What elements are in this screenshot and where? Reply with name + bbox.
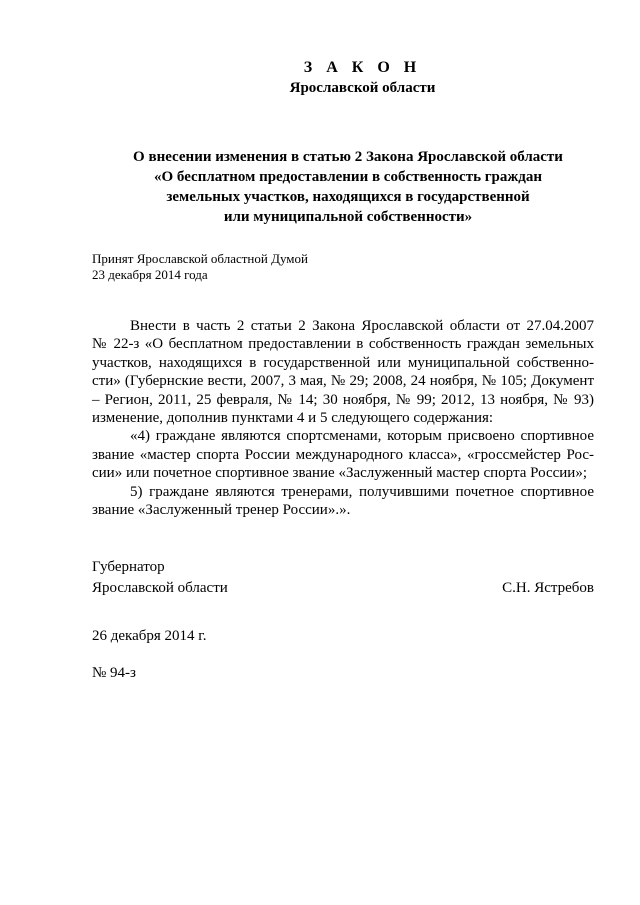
adoption-body: Принят Ярославской областной Думой	[92, 251, 308, 266]
body-line: – Регион, 2011, 25 февраля, № 14; 30 ноября, № 99; 2012, 13 ноября, № 93)	[92, 391, 594, 408]
signatory-region: Ярославской области	[92, 580, 228, 596]
title-line: земельных участков, находящихся в государственной	[166, 189, 530, 205]
document-header	[0, 58, 640, 98]
body-line: № 22-з «О бесплатном предоставлении в собственность граждан земельных	[92, 336, 594, 353]
signatory-name: С.Н. Ястребов	[502, 580, 594, 596]
law-title	[88, 147, 608, 227]
law-body	[92, 317, 594, 519]
law-heading: З А К О Н	[303, 59, 422, 76]
signatory-row	[92, 578, 594, 599]
body-line: сти» (Губернские вести, 2007, 3 мая, № 29; 2008, 24 ноября, № 105; Документ	[92, 373, 594, 390]
adoption-note	[92, 251, 308, 283]
signatory-title: Губернатор	[92, 559, 165, 575]
adoption-date: 23 декабря 2014 года	[92, 267, 208, 282]
body-line: звание «мастер спорта России международного класса», «гроссмейстер Рос-	[92, 446, 594, 463]
law-number: № 94-з	[92, 665, 136, 681]
title-line: или муниципальной собственности»	[223, 209, 473, 225]
title-line: О внесении изменения в статью 2 Закона Ярославской области	[133, 149, 563, 165]
region-heading: Ярославской области	[289, 80, 436, 96]
body-line: звание «Заслуженный тренер России».».	[92, 502, 351, 519]
body-line: «4) граждане являются спортсменами, которым присвоено спортивное	[130, 428, 594, 445]
body-paragraph-1	[92, 317, 594, 427]
signing-date: 26 декабря 2014 г.	[92, 628, 207, 644]
body-line: сии» или почетное спортивное звание «Заслуженный мастер спорта России»;	[92, 465, 587, 482]
body-line: Внести в часть 2 статьи 2 Закона Ярославской области от 27.04.2007	[130, 318, 594, 334]
body-line: изменение, дополнив пунктами 4 и 5 следующего содержания:	[92, 410, 494, 427]
body-line: участков, находящихся в государственной или муниципальной собственно-	[92, 354, 594, 371]
title-line: «О бесплатном предоставлении в собственность граждан	[153, 169, 543, 185]
body-paragraph-2	[92, 427, 594, 482]
body-line: 5) граждане являются тренерами, получившими почетное спортивное	[130, 483, 594, 500]
body-paragraph-3	[92, 483, 594, 520]
signature-block	[92, 557, 594, 599]
